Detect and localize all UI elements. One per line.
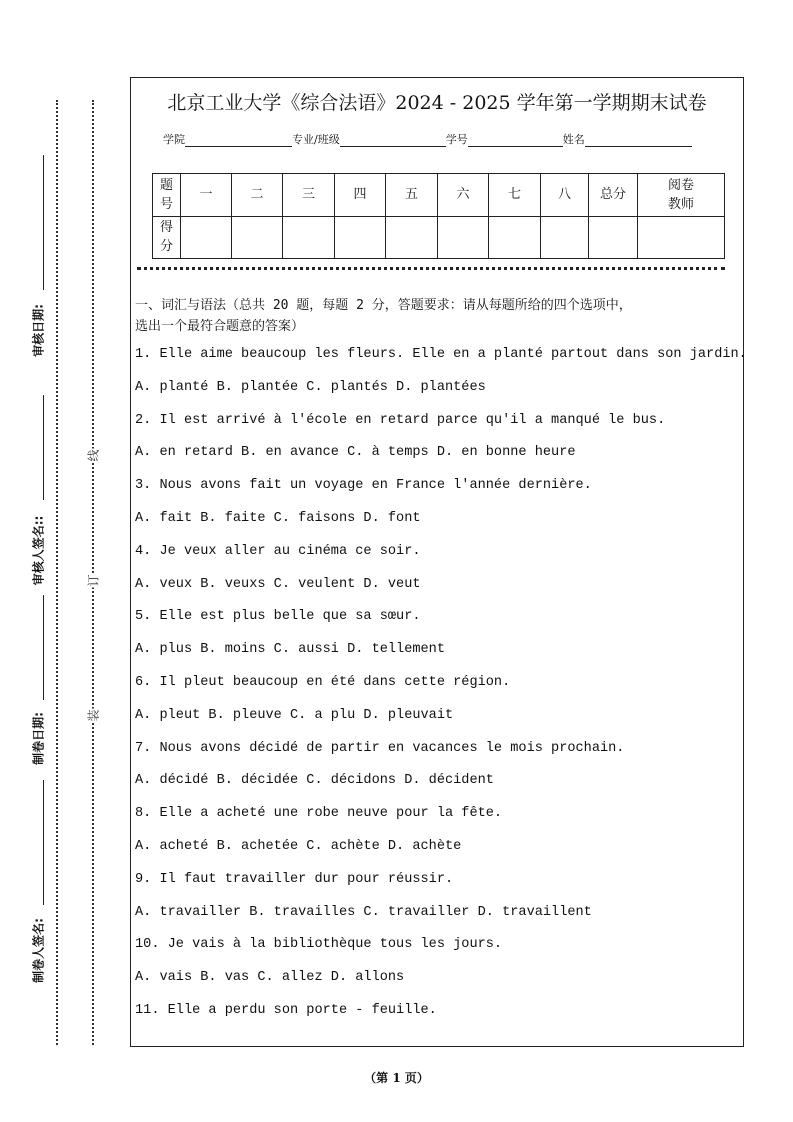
answer-options: A. acheté B. achetée C. achète D. achète	[135, 839, 462, 854]
binding-dotted-line-outer	[56, 100, 58, 1045]
col-4: 四	[335, 174, 386, 217]
name-label: 姓名	[562, 133, 585, 146]
answer-options: A. planté B. plantée C. plantés D. plantées	[135, 379, 486, 395]
col-grader: 阅卷 教师	[638, 174, 725, 217]
score-row	[153, 216, 725, 259]
col-8: 八	[541, 174, 589, 217]
score-cell[interactable]	[541, 216, 589, 259]
score-cell[interactable]	[386, 216, 438, 259]
binding-mark-zhuang: 装	[86, 709, 101, 722]
score-cell-grader[interactable]	[638, 216, 725, 259]
paper-date-label: 制卷日期:	[31, 712, 46, 765]
answer-options: A. en retard B. en avance C. à temps D. en bonne heure	[135, 445, 576, 461]
section-heading-line1: 一、词汇与语法（总共 20 题，每题 2 分，答题要求：请从每题所给的四个选项中，	[135, 298, 632, 313]
exam-title: 北京工业大学《综合法语》2024 - 2025 学年第一学期期末试卷	[167, 92, 707, 114]
col-total: 总分	[589, 174, 638, 217]
score-cell-total[interactable]	[589, 216, 638, 259]
answer-options: A. fait B. faite C. faisons D. font	[135, 511, 421, 526]
question-number-row	[153, 174, 725, 217]
question-text: 6. Il pleut beaucoup en été dans cette région.	[135, 675, 511, 690]
score-cell[interactable]	[181, 216, 232, 259]
col-1: 一	[181, 174, 232, 217]
answer-options: A. décidé B. décidée C. décidons D. décident	[135, 773, 494, 789]
score-cell[interactable]	[335, 216, 386, 259]
student-info-row	[163, 131, 692, 147]
row-label-question-number: 题 号	[153, 174, 181, 217]
paper-date-line	[43, 595, 44, 700]
binding-dotted-line-inner	[92, 100, 94, 1045]
question-text: 7. Nous avons décidé de partir en vacances le mois prochain.	[135, 740, 625, 756]
question-text: 11. Elle a perdu son porte - feuille.	[135, 1003, 437, 1018]
score-cell[interactable]	[283, 216, 335, 259]
name-field[interactable]	[585, 133, 692, 147]
review-date-line	[43, 155, 44, 290]
dotted-separator	[137, 267, 725, 270]
question-text: 10. Je vais à la bibliothèque tous les jours.	[135, 937, 503, 953]
score-cell[interactable]	[232, 216, 283, 259]
question-text: 2. Il est arrivé à l'école en retard parce qu'il a manqué le bus.	[135, 412, 666, 428]
binding-mark-xian: 线	[86, 449, 101, 462]
answer-options: A. veux B. veuxs C. veulent D. veut	[135, 576, 421, 592]
col-5: 五	[386, 174, 438, 217]
question-text: 9. Il faut travailler dur pour réussir.	[135, 871, 454, 887]
college-field[interactable]	[185, 133, 292, 147]
section-heading-line2: 选出一个最符合题意的答案）	[135, 319, 305, 334]
score-cell[interactable]	[489, 216, 541, 259]
answer-options: A. vais B. vas C. allez D. allons	[135, 970, 405, 986]
student-id-label: 学号	[445, 133, 468, 146]
question-text: 5. Elle est plus belle que sa sœur.	[135, 609, 421, 625]
question-text: 4. Je veux aller au cinéma ce soir.	[135, 543, 421, 559]
col-2: 二	[232, 174, 283, 217]
reviewer-signature-line	[43, 395, 44, 500]
answer-options: A. pleut B. pleuve C. a plu D. pleuvait	[135, 707, 454, 723]
question-text: 8. Elle a acheté une robe neuve pour la fête.	[135, 806, 503, 822]
col-3: 三	[283, 174, 335, 217]
paper-maker-signature-label: 制卷人签名:	[31, 918, 46, 983]
score-table	[152, 173, 725, 259]
student-id-field[interactable]	[468, 133, 563, 147]
row-label-score: 得 分	[153, 216, 181, 259]
reviewer-signature-label: 审核人签名::	[31, 515, 46, 586]
score-cell[interactable]	[438, 216, 489, 259]
binding-mark-ding: 订	[86, 574, 101, 587]
col-7: 七	[489, 174, 541, 217]
major-class-field[interactable]	[340, 133, 446, 147]
question-text: 3. Nous avons fait un voyage en France l'année dernière.	[135, 478, 592, 494]
col-6: 六	[438, 174, 489, 217]
answer-options: A. plus B. moins C. aussi D. tellement	[135, 642, 445, 658]
paper-maker-signature-line	[43, 780, 44, 905]
review-date-label: 审核日期:	[31, 304, 46, 357]
page-number: （第 1 页）	[364, 1071, 429, 1085]
answer-options: A. travailler B. travailles C. travailler D. travaillent	[135, 904, 592, 920]
major-class-label: 专业/班级	[292, 133, 340, 146]
question-text: 1. Elle aime beaucoup les fleurs. Elle en a planté partout dans son jardin.	[135, 347, 747, 362]
college-label: 学院	[163, 133, 185, 146]
